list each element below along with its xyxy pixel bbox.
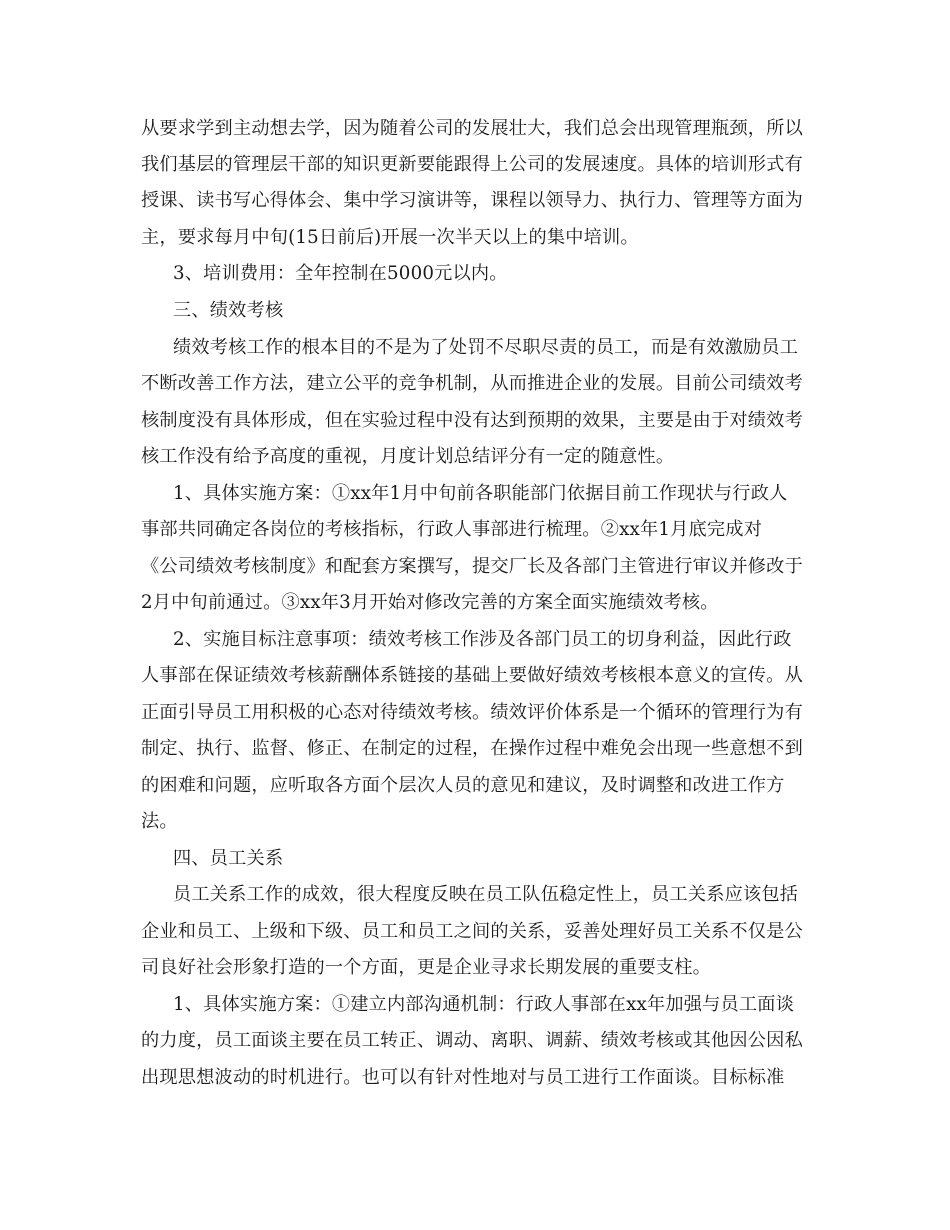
body-text-line: 《公司绩效考核制度》和配套方案撰写，提交厂长及各部门主管进行审议并修改于 bbox=[141, 556, 803, 577]
body-text-line: 人事部在保证绩效考核薪酬体系链接的基础上要做好绩效考核根本意义的宣传。从 bbox=[141, 665, 803, 686]
body-text-line: 2、实施目标注意事项：绩效考核工作涉及各部门员工的切身利益，因此行政 bbox=[173, 629, 792, 650]
body-text-line: 的力度，员工面谈主要在员工转正、调动、离职、调薪、绩效考核或其他因公因私 bbox=[141, 1030, 803, 1051]
body-text-line: 出现思想波动的时机进行。也可以有针对性地对与员工进行工作面谈。目标标准 bbox=[141, 1067, 785, 1088]
body-text-line: 司良好社会形象打造的一个方面，更是企业寻求长期发展的重要支柱。 bbox=[141, 957, 712, 978]
body-text-line: 不断改善工作方法，建立公平的竞争机制，从而推进企业的发展。目前公司绩效考 bbox=[141, 373, 803, 394]
body-text-line: 主，要求每月中旬(15日前后)开展一次半天以上的集中培训。 bbox=[141, 227, 639, 248]
body-text-line: 3、培训费用：全年控制在5000元以内。 bbox=[173, 263, 508, 284]
body-text-line: 制定、执行、监督、修正、在制定的过程，在操作过程中难免会出现一些意想不到 bbox=[141, 738, 803, 759]
section-heading: 三、绩效考核 bbox=[173, 300, 284, 321]
body-text-line: 核工作没有给予高度的重视，月度计划总结评分有一定的随意性。 bbox=[141, 446, 675, 467]
body-text-line: 1、具体实施方案：①建立内部沟通机制：行政人事部在xx年加强与员工面谈 bbox=[173, 994, 795, 1015]
section-heading: 四、员工关系 bbox=[173, 848, 284, 869]
body-text-line: 正面引导员工用积极的心态对待绩效考核。绩效评价体系是一个循环的管理行为有 bbox=[141, 702, 803, 723]
body-text-line: 2月中旬前通过。③xx年3月开始对修改完善的方案全面实施绩效考核。 bbox=[141, 592, 719, 613]
body-text-line: 授课、读书写心得体会、集中学习演讲等，课程以领导力、执行力、管理等方面为 bbox=[141, 190, 803, 211]
body-text-line: 从要求学到主动想去学，因为随着公司的发展壮大，我们总会出现管理瓶颈，所以 bbox=[141, 118, 803, 139]
body-text-line: 事部共同确定各岗位的考核指标，行政人事部进行梳理。②xx年1月底完成对 bbox=[141, 519, 763, 540]
body-text-line: 核制度没有具体形成，但在实验过程中没有达到预期的效果，主要是由于对绩效考 bbox=[141, 410, 803, 431]
body-text-line: 法。 bbox=[141, 811, 178, 832]
body-text-line: 1、具体实施方案：①xx年1月中旬前各职能部门依据目前工作现状与行政人 bbox=[173, 483, 788, 504]
body-text-line: 的困难和问题，应听取各方面个层次人员的意见和建议，及时调整和改进工作方 bbox=[141, 775, 785, 796]
body-text-line: 我们基层的管理层干部的知识更新要能跟得上公司的发展速度。具体的培训形式有 bbox=[141, 154, 803, 175]
body-text-line: 企业和员工、上级和下级、员工和员工之间的关系，妥善处理好员工关系不仅是公 bbox=[141, 921, 803, 942]
body-text-line: 员工关系工作的成效，很大程度反映在员工队伍稳定性上，员工关系应该包括 bbox=[173, 884, 799, 905]
body-text-line: 绩效考核工作的根本目的不是为了处罚不尽职尽责的员工，而是有效激励员工 bbox=[173, 337, 799, 358]
